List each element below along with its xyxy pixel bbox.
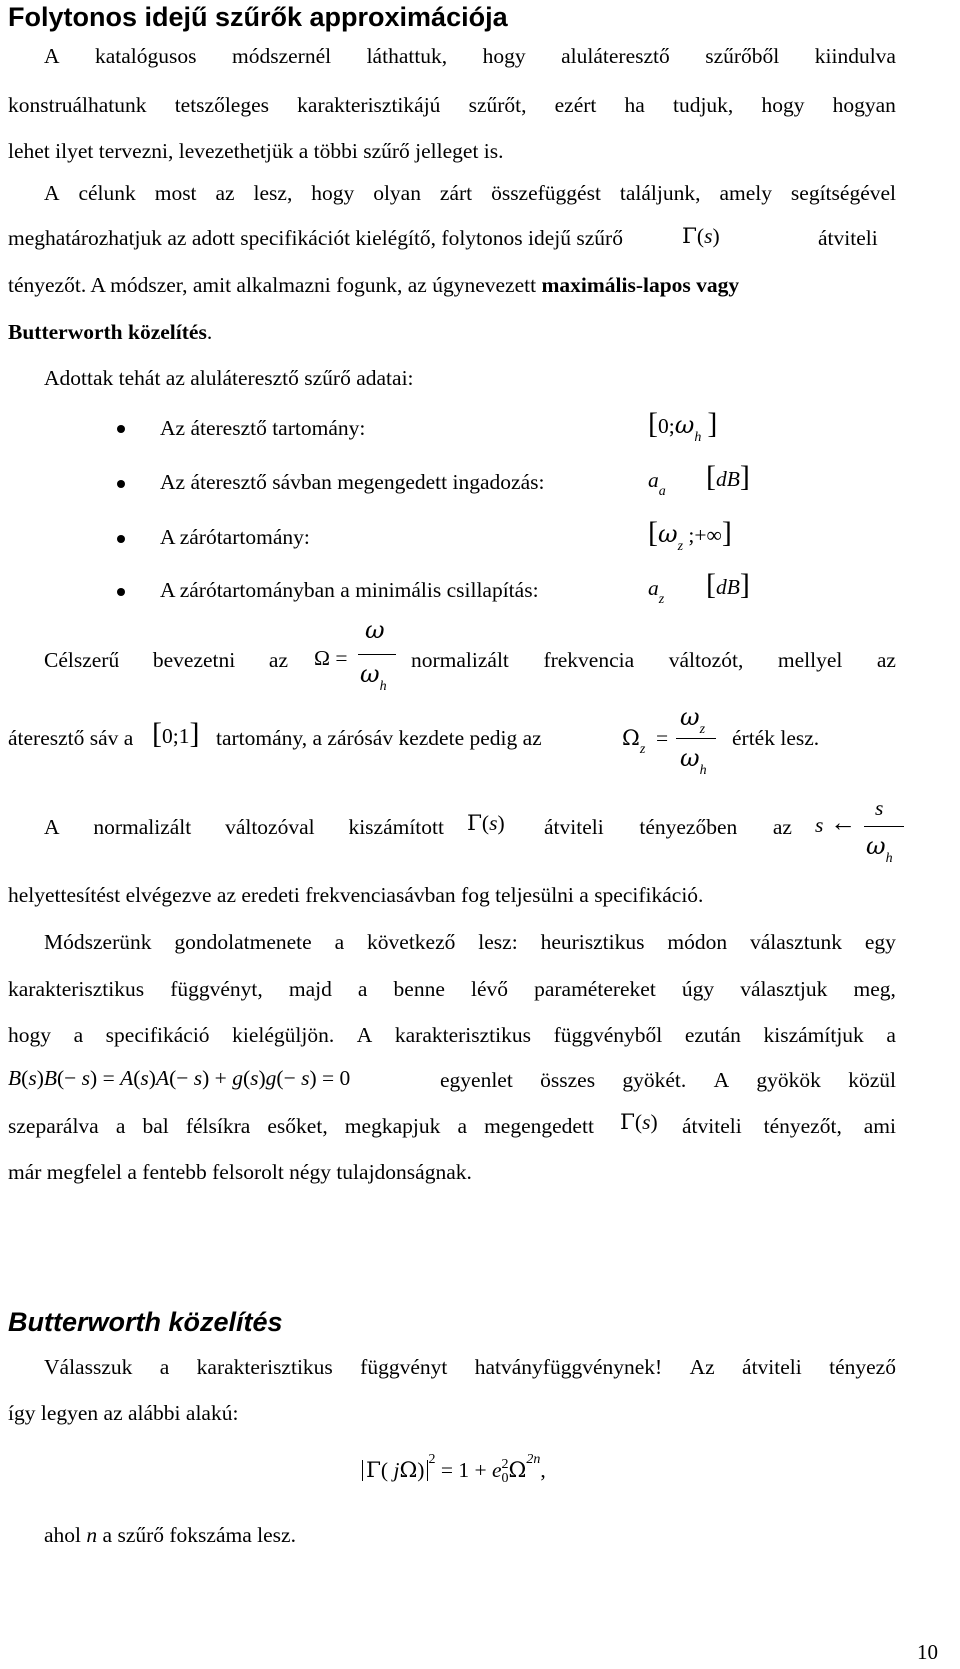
word: módon [667, 930, 728, 954]
list-item-label: A zárótartományban a minimális csillapítás: [160, 578, 539, 602]
word: összes [540, 1068, 596, 1092]
omega-z: $\Omega_z$ [622, 726, 646, 757]
subst-line-2: helyettesítést elvégezve az eredeti frekvenciasávban fog teljesülni a specifikáció. [8, 883, 704, 907]
word: karakterisztikus [394, 1023, 531, 1047]
word: egyenlet [440, 1068, 513, 1092]
word: majd [288, 977, 332, 1001]
subst-line-1-mid [544, 815, 792, 840]
word: az [772, 815, 792, 839]
word: karakterisztikus [8, 977, 145, 1001]
bw-line-3-b: a szűrő fokszáma lesz. [97, 1523, 296, 1547]
method-line-5-end [682, 1114, 896, 1139]
page-title: Folytonos idejű szűrők approximációja [8, 2, 508, 32]
word: karakterisztikájú [297, 93, 441, 117]
word: megkapjuk [344, 1114, 441, 1138]
method-line-6: már megfelel a fentebb felsorolt négy tulajdonságnak. [8, 1160, 472, 1184]
word: Módszerünk [44, 930, 152, 954]
word: Az [689, 1355, 715, 1379]
p2-line-3 [8, 275, 739, 297]
p2-line-4-bold: Butterworth közelítés [8, 320, 207, 344]
word: A [44, 181, 60, 205]
fraction-numerator: s [875, 796, 884, 820]
word: gyökök [756, 1068, 821, 1092]
word: lévő [470, 977, 508, 1001]
word: választunk [750, 930, 842, 954]
word: szűrőből [705, 44, 780, 68]
list-item-label: Az áteresztő tartomány: [160, 416, 366, 440]
word: láthattuk, [366, 44, 448, 68]
word: a [73, 1023, 84, 1047]
word: függvényből [553, 1023, 663, 1047]
p1-line-1 [44, 44, 896, 69]
word: heurisztikus [540, 930, 645, 954]
word: tényező [829, 1355, 896, 1379]
word: hogy [761, 93, 805, 117]
word: a [357, 977, 368, 1001]
word: kielégüljön. [232, 1023, 335, 1047]
word: ezért [554, 93, 597, 117]
word: hatványfüggvénynek! [474, 1355, 663, 1379]
gamma-s-inline-3: Γ(s) [620, 1110, 658, 1135]
word: kiszámított [348, 815, 444, 839]
bw-line-1 [44, 1355, 896, 1380]
section-title-butterworth: Butterworth közelítés [8, 1307, 283, 1337]
word: átviteli [682, 1114, 742, 1138]
norm-line-2-b: tartomány, a zárósáv kezdete pedig az [216, 726, 542, 750]
word: kiindulva [814, 44, 896, 68]
word: átviteli [742, 1355, 802, 1379]
list-item-math-stopband: [$\omega_z$ ;+∞] [648, 516, 732, 554]
word: ezután [684, 1023, 741, 1047]
word: Célszerű [44, 648, 120, 672]
gamma-s-inline-2: Γ(s) [467, 811, 505, 836]
list-item-label: Az áteresztő sávban megengedett ingadozás: [160, 470, 545, 494]
word: függvényt [360, 1355, 448, 1379]
fraction-bar [864, 826, 904, 827]
word: specifikáció [105, 1023, 210, 1047]
fraction-denominator: $\omega_h$ [680, 744, 707, 778]
word: hogy [482, 44, 526, 68]
word: olyan [373, 181, 421, 205]
word: következő [367, 930, 456, 954]
word: az [215, 181, 235, 205]
word: szűrőt, [468, 93, 527, 117]
fraction-bar [358, 654, 396, 655]
word: Válasszuk [44, 1355, 133, 1379]
fraction-denominator: $\omega_h$ [360, 660, 387, 694]
list-item-math-db: [dB] [706, 460, 750, 493]
norm-line-1-end [411, 648, 896, 673]
word: gondolatmenete [174, 930, 312, 954]
fraction-bar [676, 738, 716, 739]
word: most [154, 181, 197, 205]
word: hogy [311, 181, 355, 205]
word: a [334, 930, 345, 954]
word: módszernél [232, 44, 332, 68]
equals-sign: = [656, 726, 669, 750]
list-item-label: A zárótartomány: [160, 525, 310, 549]
method-line-5-start [8, 1114, 594, 1139]
bw-line-3 [44, 1525, 296, 1547]
word: a [115, 1114, 126, 1138]
list-item-math-ripple: $a_a$ [648, 468, 666, 499]
word: bevezetni [152, 648, 236, 672]
left-arrow-icon: ← [830, 808, 856, 837]
subst-s: s [815, 813, 824, 837]
norm-line-2-a: áteresztő sáv a [8, 726, 134, 750]
word: tudjuk, [672, 93, 734, 117]
bullet-icon [117, 480, 125, 488]
fraction-numerator: ω [365, 616, 385, 644]
word: katalógusos [95, 44, 197, 68]
butterworth-equation: Γ( jΩ) $^2$ = 1 + e 2 0 $\Omega^{2n}$, [362, 1458, 546, 1486]
word: normalizált [93, 815, 192, 839]
word: találjunk, [619, 181, 701, 205]
bullet-icon [117, 535, 125, 543]
word: zárt [439, 181, 473, 205]
word: tényezőben [639, 815, 738, 839]
word: paramétereket [534, 977, 656, 1001]
word: egy [864, 930, 896, 954]
word: normalizált [411, 648, 509, 672]
word: lesz, [253, 181, 293, 205]
word: tényezőt, [763, 1114, 842, 1138]
subst-line-1-start [44, 815, 444, 840]
p1-line-3: lehet ilyet tervezni, levezethetjük a többi szűrő jelleget is. [8, 139, 504, 163]
list-item-math-passband: [$0;\omega_h$ ] [648, 407, 718, 445]
polynomial-equation: B(s)B(− s) = A(s)A(− s) + g(s)g(− s) = 0 [8, 1066, 351, 1090]
word: a [159, 1355, 170, 1379]
p1-line-2 [8, 93, 896, 118]
word: lesz: [478, 930, 518, 954]
word: A [44, 44, 60, 68]
word: változót, [668, 648, 744, 672]
word: gyökét. [622, 1068, 687, 1092]
word: bal [142, 1114, 169, 1138]
method-line-3 [8, 1023, 896, 1048]
fraction-denominator: $\omega_h$ [866, 832, 893, 866]
word: összefüggést [491, 181, 601, 205]
word: ami [863, 1114, 896, 1138]
word: célunk [78, 181, 136, 205]
list-item-math-attenuation: $a_z$ [648, 576, 665, 607]
bullet-icon [117, 588, 125, 596]
word: aluláteresztő [561, 44, 670, 68]
word: tetszőleges [174, 93, 270, 117]
interval-0-1: [0;1] [152, 717, 200, 750]
p2-line-2 [8, 228, 623, 250]
word: szeparálva [8, 1114, 99, 1138]
list-intro: Adottak tehát az aluláteresztő szűrő adatai: [44, 366, 414, 390]
bw-line-2: így legyen az alábbi alakú: [8, 1401, 239, 1425]
p2-line-4 [8, 322, 212, 344]
word: az [268, 648, 288, 672]
word: segítségével [790, 181, 896, 205]
word: választjuk [740, 977, 828, 1001]
fraction-numerator: $\omega_z$ [680, 703, 706, 737]
p2-line-2-end: átviteli [818, 226, 878, 250]
word: karakterisztikus [196, 1355, 333, 1379]
p2-line-4-end: . [206, 320, 213, 344]
word: félsíkra [185, 1114, 251, 1138]
word: kiszámítjuk [763, 1023, 864, 1047]
omega-definition-lhs: Ω = [314, 646, 348, 670]
word: konstruálhatunk [8, 93, 147, 117]
word: ha [624, 93, 645, 117]
p2-line-2-text: meghatározhatjuk az adott specifikációt kielégítő, folytonos idejű szűrő [8, 226, 623, 250]
bw-line-3-n: n [86, 1523, 98, 1547]
word: változóval [225, 815, 315, 839]
list-item-math-db: [dB] [706, 568, 750, 601]
norm-line-1-start [44, 648, 288, 673]
p2-line-3-text: tényezőt. A módszer, amit alkalmazni fogunk, az úgynevezett [8, 273, 542, 297]
word: függvényt, [170, 977, 263, 1001]
bullet-icon [117, 425, 125, 433]
word: frekvencia [543, 648, 635, 672]
word: az [876, 648, 896, 672]
word: mellyel [777, 648, 843, 672]
page-number: 10 [917, 1640, 938, 1664]
norm-line-2-end: érték lesz. [732, 726, 820, 750]
bw-line-3-a: ahol [44, 1523, 87, 1547]
word: a [886, 1023, 896, 1047]
word: megengedett [484, 1114, 594, 1138]
word: úgy [681, 977, 715, 1001]
p2-line-1 [44, 181, 896, 206]
word: a [457, 1114, 467, 1138]
word: A [44, 815, 60, 839]
word: átviteli [544, 815, 604, 839]
word: A [713, 1068, 730, 1092]
method-line-4-end [440, 1068, 896, 1093]
word: esőket, [267, 1114, 328, 1138]
method-line-2 [8, 977, 896, 1002]
method-line-1 [44, 930, 896, 955]
word: benne [393, 977, 445, 1001]
p2-line-3-bold: maximális-lapos vagy [541, 273, 740, 297]
word: amely [719, 181, 772, 205]
word: hogy [8, 1023, 51, 1047]
word: közül [848, 1068, 896, 1092]
word: meg, [853, 977, 896, 1001]
gamma-s-inline-1: Γ(s) [682, 224, 720, 249]
word: A [356, 1023, 373, 1047]
word: hogyan [832, 93, 896, 117]
